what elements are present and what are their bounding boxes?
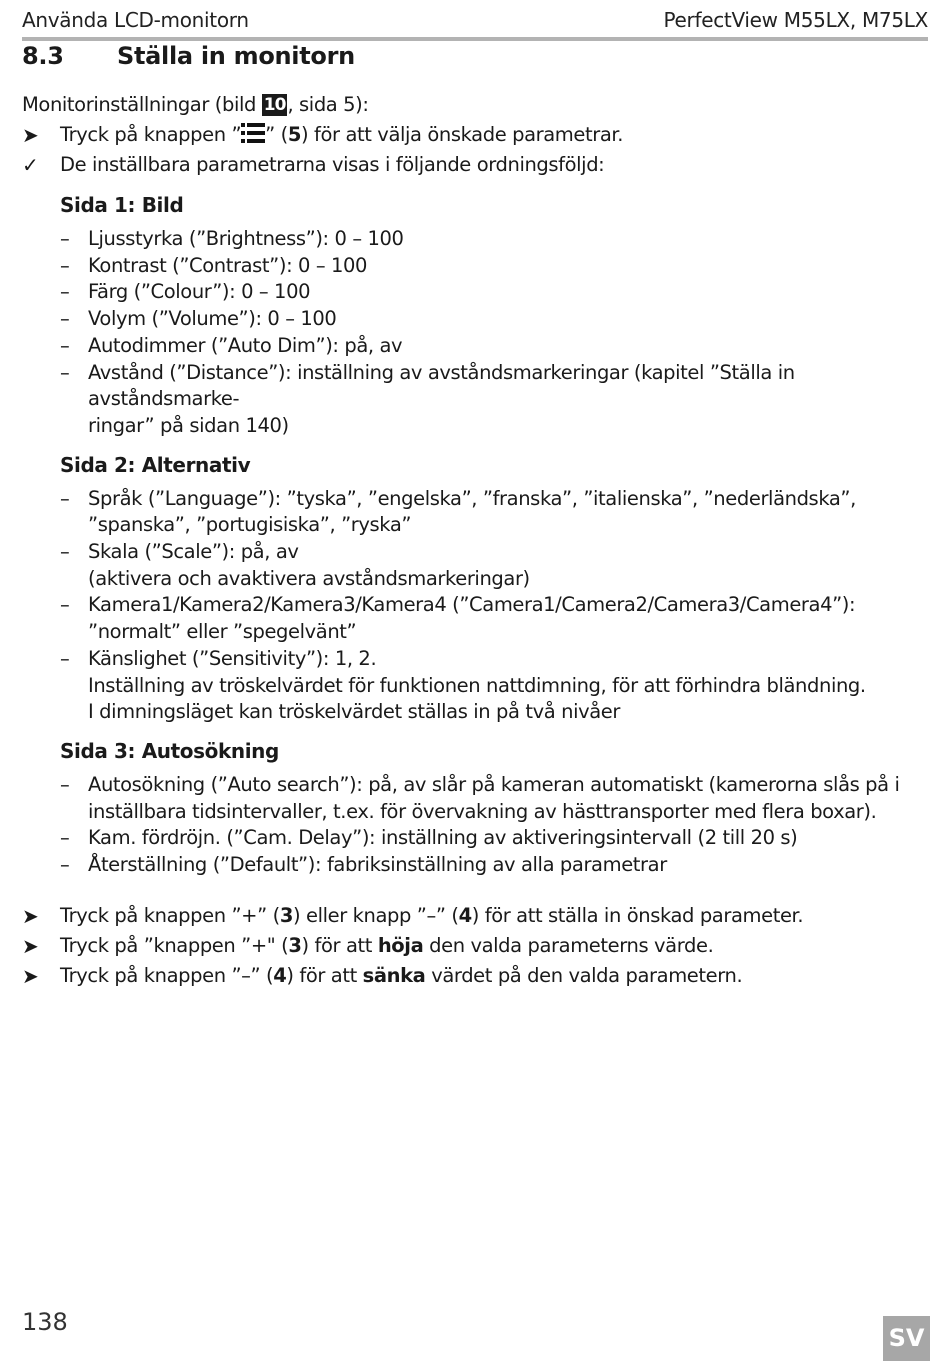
list-item-text: Känslighet (”Sensitivity”): 1, 2. [88, 646, 377, 670]
arrow-bullet-icon: ➤ [22, 123, 39, 147]
step3-text-end: den valda parameterns värde. [423, 933, 714, 957]
dash-bullet: – [60, 280, 70, 304]
dash-bullet: – [60, 227, 70, 250]
list-item-text: Skala (”Scale”): på, av [88, 540, 299, 564]
step1-text-end: ) för att välja önskade parametrar. [301, 123, 624, 146]
button-ref-3: 3 [288, 933, 302, 957]
language-tab: SV [883, 1316, 930, 1361]
list-item [22, 646, 927, 726]
menu-list-icon [241, 122, 265, 144]
list-item-text: Ljusstyrka (”Brightness”): 0 – 100 [88, 227, 404, 250]
page3-list [22, 772, 927, 879]
list-item [22, 360, 927, 440]
step4-text-end: värdet på den valda parametern. [425, 963, 743, 987]
page3-heading: Sida 3: Autosökning [60, 738, 279, 763]
section-heading: Ställa in monitorn [117, 42, 355, 70]
list-item-text-cont: (aktivera och avaktivera avståndsmarkeringar) [88, 566, 530, 590]
button-ref-4: 4 [458, 903, 472, 927]
button-ref-4: 4 [273, 963, 287, 987]
list-item-text: Språk (”Language”): ”tyska”, ”engelska”, ”franska”, ”italienska”, ”nederländska”, [88, 486, 856, 510]
figure-badge: 10 [263, 95, 286, 115]
list-item-text-cont: ”normalt” eller ”spegelvänt” [88, 620, 357, 644]
step1-text-mid: ” ( [265, 123, 288, 146]
dash-bullet: – [60, 826, 70, 850]
button-ref-5: 5 [287, 123, 302, 146]
list-item-text: Volym (”Volume”): 0 – 100 [88, 307, 337, 331]
list-item [22, 592, 927, 645]
step4-text: Tryck på knappen ”–” ( [60, 963, 274, 987]
step-choose-parameter [22, 901, 927, 931]
step2-text: Tryck på knappen ”+” ( [60, 903, 280, 927]
list-item-text: Återställning (”Default”): fabriksinställning av alla parametrar [88, 853, 667, 877]
list-item-text: Avstånd (”Distance”): inställning av avståndsmarkeringar (kapitel ”Ställa in avståndsmarke- [88, 360, 795, 411]
dash-bullet: – [60, 360, 70, 384]
list-item-text: Kamera1/Kamera2/Kamera3/Kamera4 (”Camera1/Camera2/Camera3/Camera4”): [88, 593, 856, 617]
list-item [22, 226, 927, 253]
step-raise-value [22, 931, 927, 961]
step2-text-mid: ) eller knapp ”–” ( [292, 903, 459, 927]
step3-text-mid: ) för att [301, 933, 378, 957]
page2-heading: Sida 2: Alternativ [60, 452, 251, 477]
list-item-text: Kontrast (”Contrast”): 0 – 100 [88, 253, 368, 277]
page2-list [22, 486, 927, 726]
list-item-text-cont: inställbara tidsintervaller, t.ex. för övervakning av hästtransporter med flera boxar). [88, 799, 877, 823]
list-item-text-cont: Inställning av tröskelvärdet för funktionen nattdimning, för att förhindra bländning. [88, 673, 866, 697]
list-item-text-cont: I dimningsläget kan tröskelvärdet ställas in på två nivåer [88, 700, 620, 724]
list-item-text-cont: ringar” på sidan 140) [88, 413, 289, 437]
list-item [22, 486, 927, 539]
dash-bullet: – [60, 486, 70, 510]
list-item [22, 253, 927, 280]
dash-bullet: – [60, 593, 70, 617]
emphasis-lower: sänka [362, 963, 426, 987]
page1-list [22, 226, 927, 440]
page1-heading: Sida 1: Bild [60, 193, 184, 217]
page-header [22, 8, 928, 34]
button-ref-3: 3 [279, 903, 293, 927]
dash-bullet: – [60, 333, 70, 357]
arrow-bullet-icon: ➤ [22, 903, 39, 928]
list-item [22, 825, 927, 852]
list-item [22, 852, 927, 879]
section-title [22, 42, 355, 70]
intro-text: Monitorinställningar (bild [22, 93, 262, 116]
dash-bullet: – [60, 253, 70, 277]
arrow-bullet-icon: ➤ [22, 963, 39, 988]
page-number: 138 [22, 1308, 68, 1336]
list-item [22, 772, 927, 825]
list-item [22, 539, 927, 592]
step4-text-mid: ) för att [286, 963, 363, 987]
intro-text-end: , sida 5): [287, 93, 369, 116]
header-chapter: Använda LCD-monitorn [22, 8, 249, 32]
step-lower-value [22, 961, 927, 991]
dash-bullet: – [60, 307, 70, 331]
list-item-text: Kam. fördröjn. (”Cam. Delay”): inställning av aktiveringsintervall (2 till 20 s) [88, 826, 798, 850]
header-product: PerfectView M55LX, M75LX [663, 8, 928, 32]
result-text: De inställbara parametrarna visas i följande ordningsföljd: [60, 153, 605, 176]
step3-text: Tryck på ”knappen ”+" ( [60, 933, 289, 957]
body-text [22, 90, 927, 991]
check-icon: ✓ [22, 153, 39, 177]
emphasis-raise: höja [377, 933, 424, 957]
arrow-bullet-icon: ➤ [22, 933, 39, 958]
step1-text: Tryck på knappen ” [60, 123, 242, 146]
step-select-parameters [22, 120, 927, 150]
list-item-text: Autodimmer (”Auto Dim”): på, av [88, 333, 403, 357]
dash-bullet: – [60, 772, 70, 796]
list-item [22, 333, 927, 360]
result-line [22, 150, 927, 180]
section-number: 8.3 [22, 42, 64, 70]
list-item [22, 279, 927, 306]
intro-line [22, 90, 927, 120]
list-item [22, 306, 927, 333]
dash-bullet: – [60, 646, 70, 670]
step2-text-end: ) för att ställa in önskad parameter. [471, 903, 804, 927]
list-item-text: Autosökning (”Auto search”): på, av slår på kameran automatiskt (kamerorna slås på i [88, 772, 900, 796]
list-item-text: Färg (”Colour”): 0 – 100 [88, 280, 311, 304]
header-rule [22, 37, 928, 41]
list-item-text-cont: ”spanska”, ”portugisiska”, ”ryska” [88, 513, 412, 537]
dash-bullet: – [60, 853, 70, 877]
dash-bullet: – [60, 540, 70, 564]
